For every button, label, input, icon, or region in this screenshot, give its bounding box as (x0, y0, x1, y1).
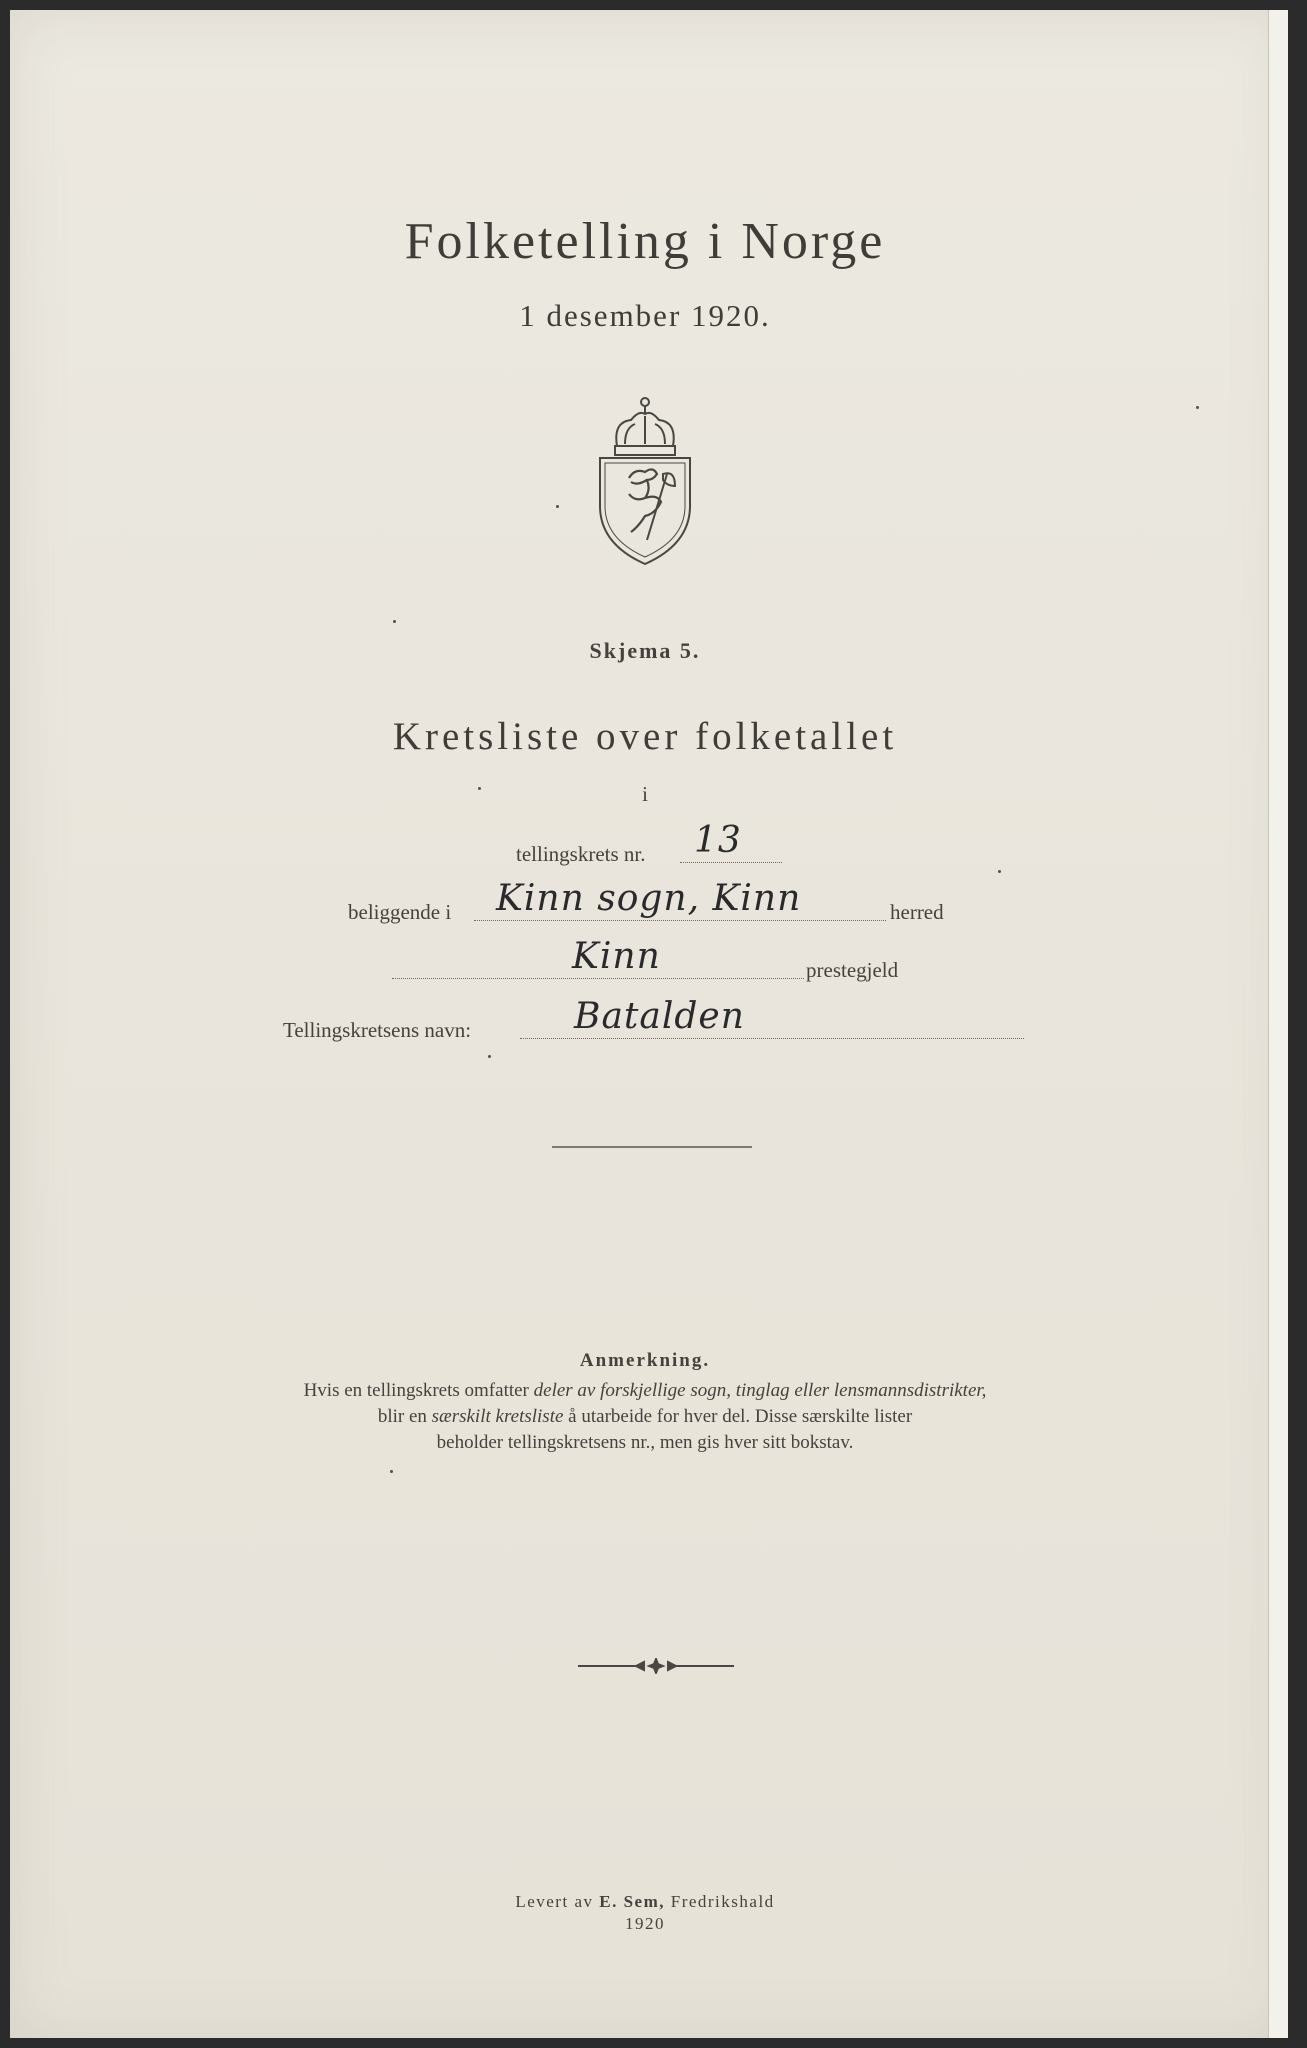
printer-year: 1920 (625, 1914, 665, 1933)
district-name-line (520, 1038, 1024, 1039)
district-number-line (680, 862, 782, 863)
parish-line (392, 978, 804, 979)
note-line-3: beholder tellingskretsens nr., men gis hver sitt bokstav. (436, 1432, 854, 1453)
note-line-1 (0, 1380, 1290, 1402)
printer-prefix: Levert av (515, 1892, 600, 1911)
note-line-2-italic: særskilt kretsliste (431, 1406, 564, 1427)
parish-label: prestegjeld (806, 958, 899, 982)
paper-speck (393, 620, 396, 623)
district-number-value: 13 (694, 820, 742, 861)
preposition-label: i (642, 782, 648, 806)
note-line-1-text: Hvis en tellingskrets omfatter (303, 1380, 534, 1401)
paper-speck (556, 505, 559, 508)
parish-value: Kinn (572, 936, 661, 977)
paper-speck (488, 1055, 491, 1058)
located-in-line (474, 920, 886, 921)
norwegian-coat-of-arms-icon (595, 394, 695, 566)
census-date: 1 desember 1920. (519, 298, 771, 333)
printer-place: Fredrikshald (664, 1892, 775, 1911)
printer-name: E. Sem, (599, 1892, 665, 1911)
printer-credit (0, 1892, 1290, 1912)
paper-speck (478, 787, 481, 790)
schema-number: Skjema 5. (589, 638, 701, 663)
divider-rule (552, 1146, 752, 1148)
herred-label: herred (890, 900, 944, 924)
form-title: Folketelling i Norge (404, 213, 886, 270)
note-line-1-italic: deler av forskjellige sogn, tinglag eller lensmannsdistrikter, (533, 1380, 987, 1401)
note-line-2-text-b: å utarbeide for hver del. Disse særskilte lister (563, 1406, 913, 1427)
note-line-2-text-a: blir en (377, 1406, 432, 1427)
ornament-divider-icon (576, 1658, 736, 1674)
paper-speck (998, 870, 1001, 873)
paper-speck (1196, 406, 1199, 409)
note-line-2 (0, 1406, 1290, 1428)
district-name-value: Batalden (574, 996, 745, 1037)
located-in-value: Kinn sogn, Kinn (496, 878, 802, 919)
form-subtitle: Kretsliste over folketallet (392, 715, 898, 758)
district-number-label: tellingskrets nr. (516, 842, 646, 866)
paper-speck (390, 1470, 393, 1473)
district-name-label: Tellingskretsens navn: (283, 1018, 472, 1042)
located-in-label: beliggende i (348, 900, 452, 924)
note-heading: Anmerkning. (579, 1350, 711, 1371)
